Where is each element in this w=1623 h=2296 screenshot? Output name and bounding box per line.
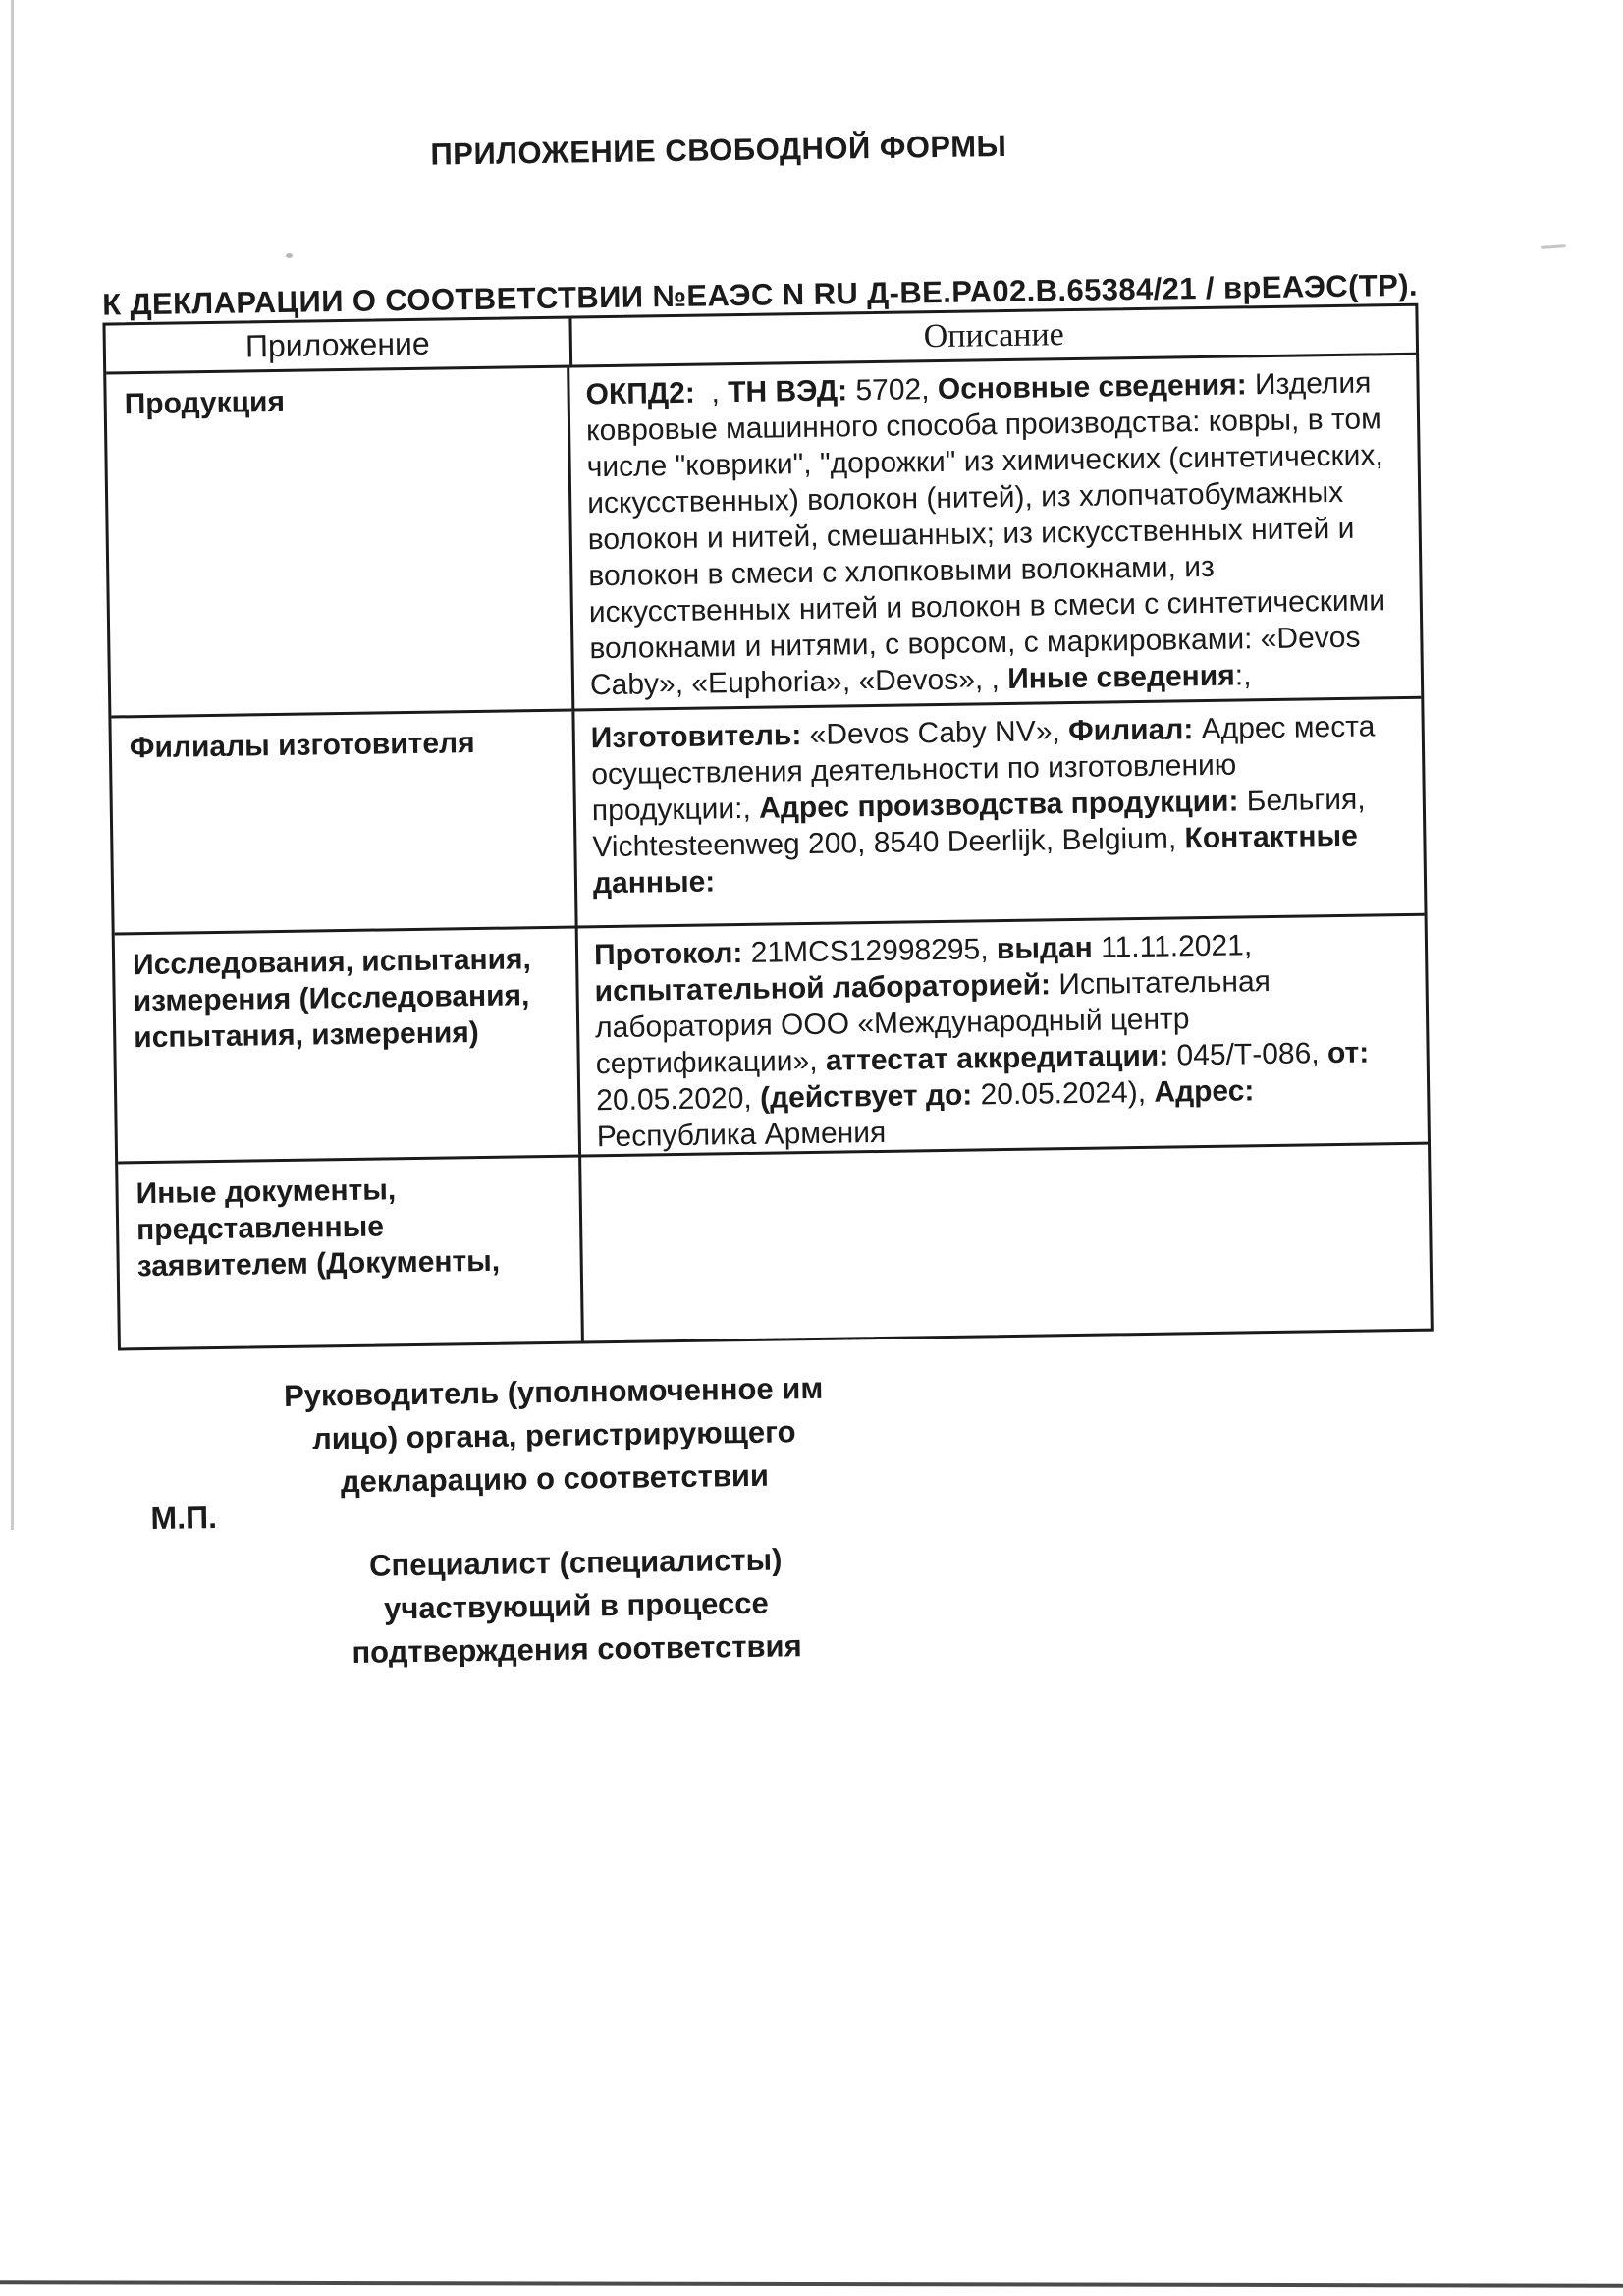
column-header-annex: Приложение (105, 319, 572, 372)
row-description-cell: Протокол: 21MCS12998295, выдан 11.11.2021, испытательной лабораторией: Испытательная лаборатория ООО «Международный центр сертификации», аттестат аккредитации: 045/Т-086, от: 20.05.2020, (действует до: 20.05.2024), Адрес: Республика Армения (593, 929, 1370, 1154)
column-header-description: Описание (923, 315, 1065, 355)
stamp-place-label: М.П. (150, 1500, 218, 1537)
row-description-cell (581, 1145, 1431, 1341)
table-row (118, 1145, 1431, 1348)
specialist-caption-line: Специалист (специалисты) (368, 1542, 783, 1583)
table-body (106, 355, 1431, 1348)
specialist-signature-caption (300, 1537, 852, 1674)
registrar-signature-caption (266, 1367, 841, 1505)
document-subtitle: К ДЕКЛАРАЦИИ О СООТВЕТСТВИИ №ЕАЭС N RU Д-BE.РА02.В.65384/21 / врЕАЭС(ТР). (101, 267, 1419, 322)
table-row (106, 355, 1421, 719)
row-label-cell: Иные документы, представленные заявителем (Документы, (118, 1157, 584, 1347)
specialist-caption-line: подтверждения соответствия (352, 1628, 802, 1669)
table-row (115, 916, 1428, 1165)
registrar-caption-line: лицо) органа, регистрирующего (311, 1414, 796, 1456)
row-label-cell: Продукция (106, 368, 574, 716)
appendix-table (102, 303, 1433, 1351)
document-title: ПРИЛОЖЕНИЕ СВОБОДНОЙ ФОРМЫ (430, 128, 1007, 172)
registrar-caption-line: декларацию о соответствии (340, 1457, 770, 1500)
row-label-cell: Филиалы изготовителя (111, 712, 577, 933)
specialist-caption-line: участвующий в процессе (383, 1585, 769, 1626)
registrar-caption-line: Руководитель (уполномоченное им (283, 1370, 824, 1413)
row-description-cell: ОКПД2: , ТН ВЭД: 5702, Основные сведения: Изделия ковровые машинного способа производства: ковры, в том числе "коврики", "дорожки" из химических (синтетических, искусственных) волокон (нитей), из хлопчатобумажных волокон и нитей, смешанных; из искусственных нитей и волокон в смеси с хлопковыми волокнами, из искусственных нитей и волокон в смеси с синтетическими волокнами и нитями, с ворсом, с маркировками: «Devos Caby», «Euphoria», «Devos», , Иные сведения:, (585, 366, 1386, 702)
row-description-cell: Изготовитель: «Devos Caby NV», Филиал: Адрес места осуществления деятельности по изготовлению продукции:, Адрес производства продукции: Бельгия, Vichtesteenweg 200, 8540 Deerlijk, Belgium, Контактные данные: (590, 710, 1376, 901)
table-row (111, 699, 1424, 936)
row-label-cell: Исследования, испытания, измерения (Исследования, испытания, измерения) (115, 928, 581, 1161)
